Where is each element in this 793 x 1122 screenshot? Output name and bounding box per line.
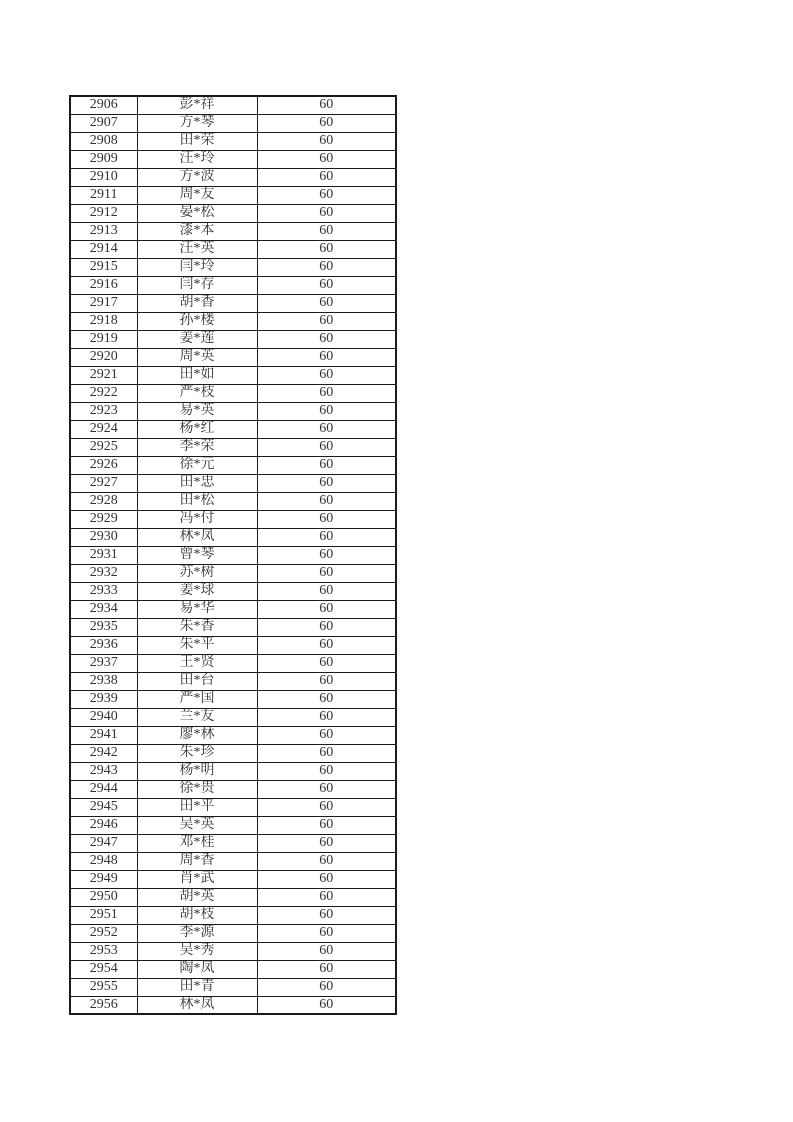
name-cell: 廖*林 <box>137 726 257 744</box>
table-row <box>70 384 396 402</box>
id-cell: 2919 <box>70 330 137 348</box>
id-cell: 2926 <box>70 456 137 474</box>
table-row <box>70 582 396 600</box>
score-cell: 60 <box>257 960 396 978</box>
name-cell: 田*青 <box>137 978 257 996</box>
score-cell: 60 <box>257 726 396 744</box>
id-cell: 2952 <box>70 924 137 942</box>
name-cell: 胡*英 <box>137 888 257 906</box>
name-cell: 李*源 <box>137 924 257 942</box>
table-row <box>70 906 396 924</box>
id-cell: 2923 <box>70 402 137 420</box>
id-cell: 2931 <box>70 546 137 564</box>
score-cell: 60 <box>257 582 396 600</box>
score-cell: 60 <box>257 204 396 222</box>
id-cell: 2925 <box>70 438 137 456</box>
id-cell: 2949 <box>70 870 137 888</box>
id-cell: 2941 <box>70 726 137 744</box>
table-row <box>70 492 396 510</box>
score-cell: 60 <box>257 294 396 312</box>
id-cell: 2943 <box>70 762 137 780</box>
score-cell: 60 <box>257 942 396 960</box>
name-cell: 易*英 <box>137 402 257 420</box>
name-cell: 苏*树 <box>137 564 257 582</box>
id-cell: 2924 <box>70 420 137 438</box>
score-cell: 60 <box>257 888 396 906</box>
table-row <box>70 96 396 114</box>
table-row <box>70 978 396 996</box>
score-cell: 60 <box>257 996 396 1014</box>
name-cell: 严*国 <box>137 690 257 708</box>
id-cell: 2933 <box>70 582 137 600</box>
score-cell: 60 <box>257 870 396 888</box>
score-cell: 60 <box>257 636 396 654</box>
table-row <box>70 240 396 258</box>
score-cell: 60 <box>257 510 396 528</box>
id-cell: 2922 <box>70 384 137 402</box>
name-cell: 朱*香 <box>137 618 257 636</box>
name-cell: 易*华 <box>137 600 257 618</box>
table-row <box>70 672 396 690</box>
table-row <box>70 114 396 132</box>
score-cell: 60 <box>257 114 396 132</box>
name-cell: 周*友 <box>137 186 257 204</box>
id-cell: 2915 <box>70 258 137 276</box>
name-cell: 汪*英 <box>137 240 257 258</box>
score-table <box>69 95 397 1015</box>
table-row <box>70 312 396 330</box>
id-cell: 2939 <box>70 690 137 708</box>
name-cell: 田*荣 <box>137 132 257 150</box>
table-row <box>70 780 396 798</box>
table-row <box>70 726 396 744</box>
score-cell: 60 <box>257 168 396 186</box>
id-cell: 2945 <box>70 798 137 816</box>
table-row <box>70 870 396 888</box>
table-row <box>70 186 396 204</box>
name-cell: 田*松 <box>137 492 257 510</box>
score-cell: 60 <box>257 708 396 726</box>
id-cell: 2940 <box>70 708 137 726</box>
table-row <box>70 690 396 708</box>
score-cell: 60 <box>257 348 396 366</box>
score-cell: 60 <box>257 762 396 780</box>
table-row <box>70 654 396 672</box>
name-cell: 朱*珍 <box>137 744 257 762</box>
score-cell: 60 <box>257 744 396 762</box>
table-row <box>70 564 396 582</box>
table-row <box>70 528 396 546</box>
name-cell: 周*英 <box>137 348 257 366</box>
id-cell: 2921 <box>70 366 137 384</box>
id-cell: 2936 <box>70 636 137 654</box>
name-cell: 朱*平 <box>137 636 257 654</box>
table-row <box>70 258 396 276</box>
score-cell: 60 <box>257 600 396 618</box>
table-row <box>70 798 396 816</box>
score-cell: 60 <box>257 672 396 690</box>
score-cell: 60 <box>257 222 396 240</box>
name-cell: 闫*存 <box>137 276 257 294</box>
name-cell: 田*如 <box>137 366 257 384</box>
id-cell: 2934 <box>70 600 137 618</box>
table-row <box>70 132 396 150</box>
score-cell: 60 <box>257 384 396 402</box>
table-row <box>70 834 396 852</box>
table-row <box>70 276 396 294</box>
id-cell: 2907 <box>70 114 137 132</box>
name-cell: 彭*祥 <box>137 96 257 114</box>
score-cell: 60 <box>257 366 396 384</box>
table-row <box>70 708 396 726</box>
id-cell: 2937 <box>70 654 137 672</box>
id-cell: 2928 <box>70 492 137 510</box>
name-cell: 孙*楼 <box>137 312 257 330</box>
table-row <box>70 348 396 366</box>
score-cell: 60 <box>257 546 396 564</box>
name-cell: 田*平 <box>137 798 257 816</box>
id-cell: 2955 <box>70 978 137 996</box>
name-cell: 胡*枝 <box>137 906 257 924</box>
table-row <box>70 456 396 474</box>
table-row <box>70 744 396 762</box>
name-cell: 晏*松 <box>137 204 257 222</box>
name-cell: 徐*贵 <box>137 780 257 798</box>
name-cell: 田*忠 <box>137 474 257 492</box>
id-cell: 2908 <box>70 132 137 150</box>
name-cell: 杨*明 <box>137 762 257 780</box>
name-cell: 曾*琴 <box>137 546 257 564</box>
score-cell: 60 <box>257 258 396 276</box>
name-cell: 漆*本 <box>137 222 257 240</box>
score-cell: 60 <box>257 96 396 114</box>
name-cell: 王*贤 <box>137 654 257 672</box>
id-cell: 2906 <box>70 96 137 114</box>
id-cell: 2918 <box>70 312 137 330</box>
table-row <box>70 762 396 780</box>
id-cell: 2954 <box>70 960 137 978</box>
score-cell: 60 <box>257 474 396 492</box>
id-cell: 2914 <box>70 240 137 258</box>
table-row <box>70 816 396 834</box>
name-cell: 邓*桂 <box>137 834 257 852</box>
table-row <box>70 924 396 942</box>
id-cell: 2917 <box>70 294 137 312</box>
score-cell: 60 <box>257 906 396 924</box>
score-cell: 60 <box>257 978 396 996</box>
table-row <box>70 204 396 222</box>
table-row <box>70 438 396 456</box>
score-cell: 60 <box>257 654 396 672</box>
name-cell: 周*香 <box>137 852 257 870</box>
name-cell: 方*琴 <box>137 114 257 132</box>
score-cell: 60 <box>257 492 396 510</box>
name-cell: 陶*凤 <box>137 960 257 978</box>
score-cell: 60 <box>257 564 396 582</box>
name-cell: 李*荣 <box>137 438 257 456</box>
score-cell: 60 <box>257 240 396 258</box>
name-cell: 汪*玲 <box>137 150 257 168</box>
id-cell: 2911 <box>70 186 137 204</box>
score-cell: 60 <box>257 798 396 816</box>
table-row <box>70 222 396 240</box>
score-cell: 60 <box>257 456 396 474</box>
name-cell: 姜*莲 <box>137 330 257 348</box>
table-row <box>70 996 396 1014</box>
id-cell: 2946 <box>70 816 137 834</box>
score-cell: 60 <box>257 330 396 348</box>
name-cell: 姜*球 <box>137 582 257 600</box>
score-cell: 60 <box>257 186 396 204</box>
name-cell: 杨*红 <box>137 420 257 438</box>
id-cell: 2948 <box>70 852 137 870</box>
table-row <box>70 942 396 960</box>
name-cell: 胡*香 <box>137 294 257 312</box>
table-row <box>70 618 396 636</box>
score-cell: 60 <box>257 438 396 456</box>
table-row <box>70 474 396 492</box>
score-cell: 60 <box>257 852 396 870</box>
table-row <box>70 294 396 312</box>
id-cell: 2956 <box>70 996 137 1014</box>
score-cell: 60 <box>257 618 396 636</box>
name-cell: 田*台 <box>137 672 257 690</box>
name-cell: 林*凤 <box>137 996 257 1014</box>
table-row <box>70 888 396 906</box>
name-cell: 严*枝 <box>137 384 257 402</box>
name-cell: 方*波 <box>137 168 257 186</box>
id-cell: 2910 <box>70 168 137 186</box>
name-cell: 闫*玲 <box>137 258 257 276</box>
id-cell: 2912 <box>70 204 137 222</box>
table-row <box>70 960 396 978</box>
name-cell: 兰*友 <box>137 708 257 726</box>
name-cell: 吴*英 <box>137 816 257 834</box>
id-cell: 2932 <box>70 564 137 582</box>
score-cell: 60 <box>257 150 396 168</box>
id-cell: 2953 <box>70 942 137 960</box>
name-cell: 吴*秀 <box>137 942 257 960</box>
id-cell: 2920 <box>70 348 137 366</box>
table-row <box>70 600 396 618</box>
table-row <box>70 402 396 420</box>
table-row <box>70 330 396 348</box>
table-row <box>70 546 396 564</box>
id-cell: 2935 <box>70 618 137 636</box>
id-cell: 2951 <box>70 906 137 924</box>
id-cell: 2929 <box>70 510 137 528</box>
score-cell: 60 <box>257 834 396 852</box>
id-cell: 2916 <box>70 276 137 294</box>
table-row <box>70 852 396 870</box>
id-cell: 2944 <box>70 780 137 798</box>
table-row <box>70 636 396 654</box>
id-cell: 2913 <box>70 222 137 240</box>
score-cell: 60 <box>257 690 396 708</box>
score-cell: 60 <box>257 402 396 420</box>
score-cell: 60 <box>257 780 396 798</box>
score-cell: 60 <box>257 312 396 330</box>
table-row <box>70 420 396 438</box>
name-cell: 冯*付 <box>137 510 257 528</box>
id-cell: 2909 <box>70 150 137 168</box>
id-cell: 2938 <box>70 672 137 690</box>
table-row <box>70 168 396 186</box>
score-cell: 60 <box>257 132 396 150</box>
score-table-body <box>70 96 396 1014</box>
name-cell: 徐*元 <box>137 456 257 474</box>
id-cell: 2930 <box>70 528 137 546</box>
score-cell: 60 <box>257 924 396 942</box>
score-cell: 60 <box>257 528 396 546</box>
id-cell: 2927 <box>70 474 137 492</box>
name-cell: 肖*武 <box>137 870 257 888</box>
table-row <box>70 366 396 384</box>
id-cell: 2950 <box>70 888 137 906</box>
table-row <box>70 150 396 168</box>
name-cell: 林*凤 <box>137 528 257 546</box>
score-cell: 60 <box>257 276 396 294</box>
score-cell: 60 <box>257 420 396 438</box>
id-cell: 2947 <box>70 834 137 852</box>
score-cell: 60 <box>257 816 396 834</box>
id-cell: 2942 <box>70 744 137 762</box>
table-row <box>70 510 396 528</box>
